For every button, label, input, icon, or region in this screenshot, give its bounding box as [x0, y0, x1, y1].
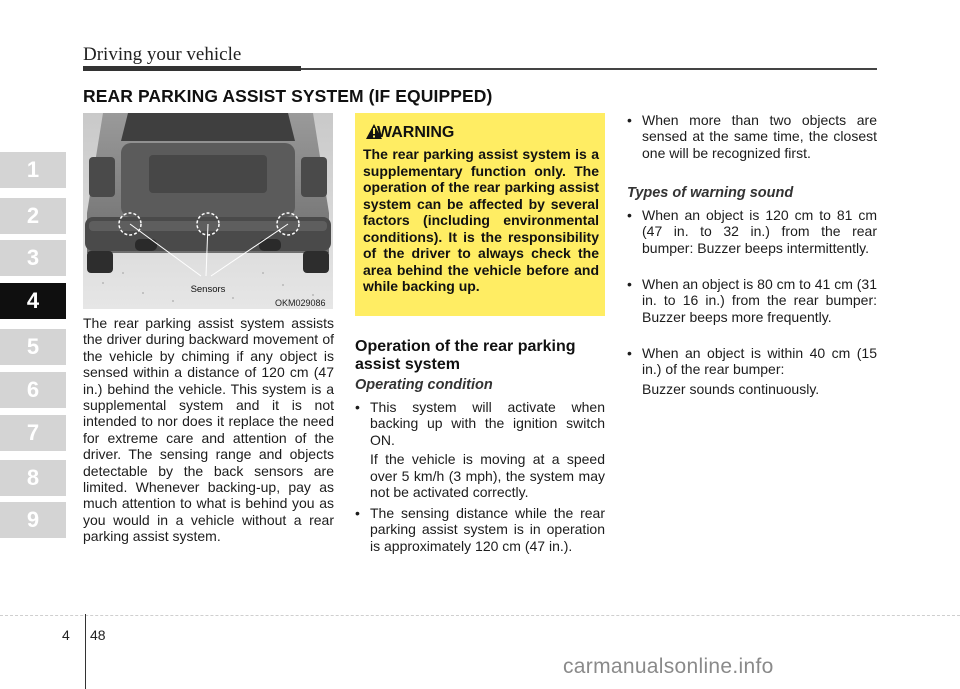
page-heading: REAR PARKING ASSIST SYSTEM (IF EQUIPPED) [83, 86, 493, 106]
bullet-dot: • [627, 276, 632, 292]
intro-paragraph: The rear parking assist system assists the driver during backward movement of the vehicle by chiming if any object is sensed within a distance of 120 cm (47 in.) behind the vehicle. This system is a supplemental system and it is not intended to nor does it replace the need for extreme care and attention of the driver. The sensing range and objects detectable by the back sensors are limited. Whenever backing-up, pay as much attention to what is behind you as you would in a vehicle without a rear parking assist system. [83, 315, 334, 545]
chapter-tab-9[interactable]: 9 [0, 502, 66, 538]
chapter-tab-8[interactable]: 8 [0, 460, 66, 496]
header-rule-thick [83, 66, 301, 71]
rear-vehicle-illustration [83, 113, 333, 309]
bullet-text: The sensing distance while the rear parking assist system is in operation is approximately 120 cm (47 in.). [370, 505, 605, 554]
chapter-tab-1[interactable]: 1 [0, 152, 66, 188]
bullet-text: When an object is 80 cm to 41 cm (31 in. to 16 in.) from the rear bumper: Buzzer beeps more frequently. [642, 276, 877, 325]
figure-code: OKM029086 [275, 298, 326, 308]
list-item [627, 112, 877, 161]
section-title: Driving your vehicle [83, 44, 242, 65]
bullet-extra-text: If the vehicle is moving at a speed over 5 km/h (3 mph), the system may not be activated correctly. [370, 451, 605, 501]
bullet-extra-text: Buzzer sounds continuously. [642, 380, 820, 397]
page-number: 48 [90, 627, 106, 643]
list-item [627, 276, 877, 325]
footer-dashed-rule [0, 615, 960, 617]
page-chapter-number: 4 [62, 627, 70, 643]
chapter-tab-2[interactable]: 2 [0, 198, 66, 234]
watermark: carmanualsonline.info [563, 655, 774, 678]
bullet-text: When an object is within 40 cm (15 in.) of the rear bumper: [642, 345, 877, 378]
bullet-text: This system will activate when backing up with the ignition switch ON. [370, 399, 605, 448]
bullet-text: When an object is 120 cm to 81 cm (47 in. to 32 in.) from the rear bumper: Buzzer beeps intermittently. [642, 207, 877, 256]
sensors-label: Sensors [190, 284, 226, 295]
warning-sound-heading: Types of warning sound [627, 185, 794, 201]
bullet-dot: • [627, 112, 632, 128]
warning-title: WARNING [377, 124, 455, 141]
bullet-dot: • [355, 505, 360, 521]
list-item [627, 345, 877, 397]
warning-text: The rear parking assist system is a supplementary function only. The operation of the rear parking assist system can be affected by several factors (including environmental conditions). It is the responsibility of the driver to always check the area behind the vehicle before and while backing up. [363, 146, 599, 294]
chapter-tab-5[interactable]: 5 [0, 329, 66, 365]
chapter-tab-6[interactable]: 6 [0, 372, 66, 408]
bullet-dot: • [627, 345, 632, 361]
footer-divider [85, 614, 86, 689]
operating-condition-heading: Operating condition [355, 377, 493, 393]
chapter-tab-4[interactable]: 4 [0, 283, 66, 319]
list-item [627, 207, 877, 256]
operation-heading: Operation of the rear parking assist system [355, 338, 576, 373]
list-item [355, 399, 605, 500]
chapter-tab-3[interactable]: 3 [0, 240, 66, 276]
list-item [355, 505, 605, 554]
header-rule-thin [301, 68, 877, 70]
bullet-dot: • [627, 207, 632, 223]
chapter-tab-7[interactable]: 7 [0, 415, 66, 451]
bullet-text: When more than two objects are sensed at the same time, the closest one will be recognized first. [642, 112, 877, 161]
bullet-dot: • [355, 399, 360, 415]
rear-vehicle-figure [83, 113, 333, 309]
